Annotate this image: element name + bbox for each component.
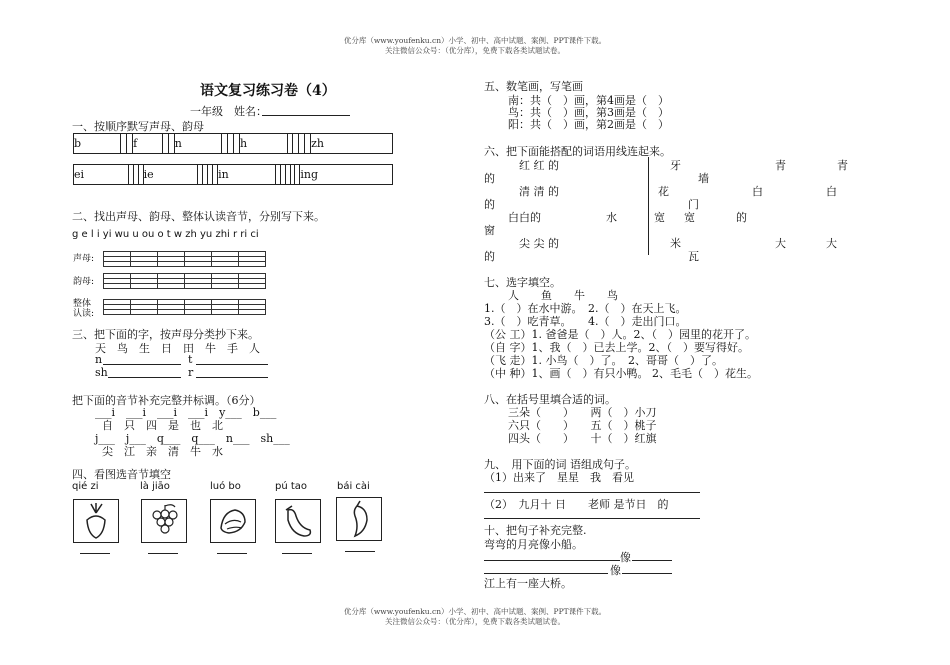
match-mid-item[interactable]: 宽 — [654, 211, 665, 224]
grid-cell[interactable]: in — [218, 165, 276, 185]
radish-picture — [73, 499, 119, 543]
picture-option: pú tao — [275, 481, 308, 492]
label-finals: 韵母: — [73, 277, 95, 287]
section-1-heading: 一、按顺序默写声母、韵母 — [72, 120, 204, 133]
answer-line[interactable] — [345, 541, 375, 552]
like-label: 像 — [620, 551, 631, 564]
choose-question: 3.（ ）吃青草。 4.（ ）走出门口。 — [484, 315, 687, 328]
match-mid-item[interactable]: 花 — [658, 185, 669, 198]
stroke-row: 阳：共（ ）画，第2画是（ ） — [508, 118, 669, 131]
eggplant-picture — [275, 499, 321, 543]
match-mid-item[interactable]: 瓦 — [688, 250, 699, 263]
answer-line[interactable] — [484, 518, 700, 519]
match-right-item[interactable]: 青 — [837, 159, 848, 172]
matching-heading: 六、把下面能搭配的词语用线连起来。 — [484, 145, 671, 158]
divider-line — [648, 157, 649, 255]
pinyin-list: g e l i yi wu u ou o t w zh yu zhi r ri ci — [72, 229, 259, 240]
match-extra[interactable]: 水 — [606, 211, 617, 224]
grid-cell[interactable]: ei — [74, 165, 129, 185]
radish-icon — [74, 500, 118, 542]
letters-grid-2 — [73, 164, 393, 185]
eggplant-icon — [276, 500, 320, 542]
match-mid-item[interactable]: 宽 — [684, 211, 695, 224]
choose-question: 1.（ ）在水中游。 2.（ ）在天上飞。 — [484, 302, 687, 315]
match-left-item[interactable]: 白白的 — [508, 211, 541, 224]
sort-label-n: n — [95, 353, 103, 366]
sentence-heading: 九、 用下面的词 语组成句子。 — [484, 458, 636, 471]
answer-line[interactable] — [282, 543, 312, 554]
picture-heading: 四、看图选音节填空 — [72, 468, 171, 481]
sort-line[interactable] — [108, 366, 181, 378]
grid-cell[interactable]: b — [74, 134, 121, 154]
footer-line-1: 优分库（www.youfenku.cn）小学、初中、高中试题、案例、PPT课件下载。 — [343, 607, 607, 616]
fill-row: 六只（ ） 五（ ）桃子 — [508, 419, 657, 432]
complete-last: 江上有一座大桥。 — [484, 577, 572, 590]
syllable-row-2: 自 只 四 是 也 北 — [102, 419, 223, 432]
match-right-item[interactable]: 白 — [752, 185, 763, 198]
section-2-heading: 二、找出声母、韵母、整体认读音节，分别写下来。 — [72, 210, 325, 223]
answer-line[interactable] — [148, 543, 178, 554]
complete-heading: 十、把句子补充完整. — [484, 524, 587, 537]
writing-grid-finals[interactable] — [103, 273, 266, 289]
sort-line[interactable] — [196, 366, 268, 378]
match-left-tail: 窗 — [484, 224, 495, 237]
answer-line[interactable] — [484, 562, 608, 574]
choose-question: （飞 走）1. 小鸟（ ）了。 2、哥哥（ ）了。 — [484, 354, 723, 367]
label-initials: 声母: — [73, 254, 95, 264]
like-label: 像 — [610, 564, 621, 577]
match-right-item[interactable]: 白 — [826, 185, 837, 198]
section-3-heading: 三、把下面的字，按声母分类抄下来。 — [72, 328, 259, 341]
match-mid-item[interactable]: 牙 — [670, 159, 681, 172]
section-3-chars: 天 鸟 生 日 田 牛 手 人 — [95, 342, 260, 355]
pepper-icon — [337, 498, 381, 540]
name-input-line[interactable] — [262, 103, 350, 116]
grapes-picture — [141, 499, 187, 543]
grid-cell[interactable]: zh — [311, 134, 393, 154]
answer-line[interactable] — [632, 549, 672, 561]
grid-cell[interactable]: ie — [143, 165, 198, 185]
picture-option: qié zi — [72, 481, 99, 492]
header-line-1: 优分库（www.youfenku.cn）小学、初中、高中试题、案例、PPT课件下载。 — [343, 36, 607, 45]
footer-line-2: 关注微信公众号：（优分库），免费下载各类试题试卷。 — [385, 617, 565, 626]
label-whole-1: 整体 — [73, 299, 92, 309]
answer-line[interactable] — [80, 543, 110, 554]
match-left-tail: 的 — [484, 250, 495, 263]
page-title: 语文复习练习卷（4） — [200, 83, 336, 99]
match-mid-item[interactable]: 墙 — [698, 172, 709, 185]
answer-line[interactable] — [217, 543, 247, 554]
complete-example: 弯弯的月亮像小船。 — [484, 538, 583, 551]
grid-cell[interactable]: ing — [300, 165, 393, 185]
label-whole-2: 认读: — [73, 309, 95, 319]
answer-line[interactable] — [484, 549, 620, 561]
sort-label-sh: sh — [95, 366, 108, 379]
match-mid-item[interactable]: 米 — [670, 237, 681, 250]
cabbage-picture — [210, 499, 256, 543]
match-mid-item: 的 — [736, 211, 747, 224]
match-left-item[interactable]: 红 红 的 — [519, 159, 559, 172]
syllable-row-3: j___ j___ q___ q___ n___ sh___ — [95, 432, 290, 445]
name-label: 一年级 姓名： — [190, 105, 267, 118]
choose-question: （自 字）1、我（ ）已去上学。2、（ ）要写得好。 — [484, 341, 749, 354]
syllable-row-1: ___i ___i ___i ___i y___ b___ — [95, 406, 277, 419]
grid-cell[interactable]: f — [133, 134, 163, 154]
sentence-q1: （1）出来了 星星 我 看见 — [484, 471, 634, 484]
header-line-2: 关注微信公众号：（优分库），免费下载各类试题试卷。 — [385, 46, 565, 55]
choose-heading: 七、选字填空。 — [484, 276, 561, 289]
fill-heading: 八、在括号里填合适的词。 — [484, 393, 616, 406]
choose-chars: 人 鱼 牛 鸟 — [508, 289, 618, 302]
match-left-item[interactable]: 尖 尖 的 — [519, 237, 559, 250]
match-mid-item[interactable]: 门 — [688, 198, 699, 211]
match-left-tail: 的 — [484, 198, 495, 211]
picture-option: là jiāo — [140, 481, 170, 492]
fill-row: 三朵（ ） 两（ ）小刀 — [508, 406, 657, 419]
match-left-tail: 的 — [484, 172, 495, 185]
match-left-item[interactable]: 清 清 的 — [519, 185, 559, 198]
match-right-item[interactable]: 青 — [775, 159, 786, 172]
sentence-q2: （2） 九月十 日 老师 是节日 的 — [484, 498, 669, 511]
picture-option: bái cài — [337, 481, 370, 492]
cabbage-icon — [211, 500, 255, 542]
sort-line[interactable] — [196, 353, 268, 365]
grid-cell[interactable]: h — [239, 134, 287, 154]
sort-line[interactable] — [103, 353, 181, 365]
fill-row: 四头（ ） 十（ ）红旗 — [508, 432, 657, 445]
stroke-row: 南：共（ ）画，第4画是（ ） — [508, 94, 669, 107]
sort-label-t: t — [188, 353, 193, 366]
match-right-item[interactable]: 大 — [826, 237, 837, 250]
answer-line[interactable] — [622, 562, 672, 574]
choose-question: （公 工）1. 爸爸是（ ）人。2、（ ）园里的花开了。 — [484, 328, 756, 341]
grapes-icon — [142, 500, 186, 542]
writing-grid-whole[interactable] — [103, 299, 266, 315]
picture-option: luó bo — [210, 481, 241, 492]
match-right-item[interactable]: 大 — [775, 237, 786, 250]
writing-grid-initials[interactable] — [103, 251, 266, 267]
pepper-picture — [336, 497, 382, 541]
syllable-row-4: 尖 江 亲 清 牛 水 — [102, 445, 223, 458]
stroke-heading: 五、数笔画，写笔画 — [484, 80, 583, 93]
stroke-row: 鸟：共（ ）画，第3画是（ ） — [508, 106, 669, 119]
sort-label-r: r — [188, 366, 194, 379]
choose-question: （中 种）1、画（ ）有只小鸭。 2、毛毛（ ）花生。 — [484, 367, 758, 380]
grid-cell[interactable]: n — [174, 134, 222, 154]
letters-grid-1 — [73, 133, 393, 154]
syllable-heading: 把下面的音节补充完整并标调。（6分） — [72, 394, 261, 407]
answer-line[interactable] — [484, 492, 700, 493]
